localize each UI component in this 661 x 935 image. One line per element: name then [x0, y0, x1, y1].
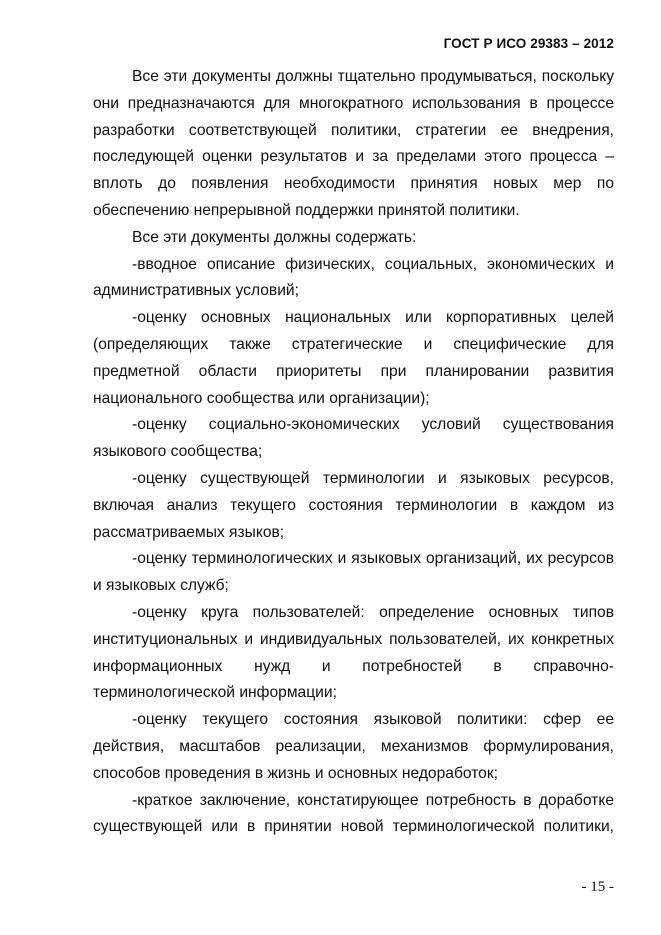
list-item-organizations: -оценку терминологических и языковых организаций, их ресурсов и языковых служб; — [93, 550, 614, 595]
paragraph-intro: Все эти документы должны тщательно продумываться, поскольку они предназначаются для многократного использования в процессе разработки соответствующей политики, стратегии ее внедрения, последующей оценки результатов и за пределами этого процесса – вплоть до появления необходимости принятия новых мер по обеспечению непрерывной поддержки принятой политики. — [93, 68, 614, 219]
body-text — [93, 64, 614, 841]
standard-header: ГОСТ Р ИСО 29383 – 2012 — [443, 36, 614, 51]
page-number: - 15 - — [581, 879, 614, 895]
list-item-users: -оценку круга пользователей: определение основных типов институциональных и индивидуальных пользователей, их конкретных информационных нужд и потребностей в справочно-терминологической информации; — [93, 603, 614, 702]
list-item-goals: -оценку основных национальных или корпоративных целей (определяющих также стратегические и специфические для предметной области приоритеты при планировании развития национального сообщества или организации); — [93, 309, 614, 407]
list-item-language-policy: -оценку текущего состояния языковой политики: сфер ее действия, масштабов реализации, механизмов формулирования, способов проведения в жизнь и основных недоработок; — [93, 711, 614, 782]
list-item-description: -вводное описание физических, социальных, экономических и административных условий; — [93, 255, 614, 300]
list-item-terminology: -оценку существующей терминологии и языковых ресурсов, включая анализ текущего состояния терминологии в каждом из рассматриваемых языков; — [93, 469, 614, 541]
list-item-conclusion: -краткое заключение, констатирующее потребность в доработке существующей или в принятии новой терминологической политики, — [93, 791, 614, 836]
paragraph-contents-lead: Все эти документы должны содержать: — [132, 228, 417, 246]
list-item-socioeconomic: -оценку социально-экономических условий существования языкового сообщества; — [93, 416, 614, 461]
